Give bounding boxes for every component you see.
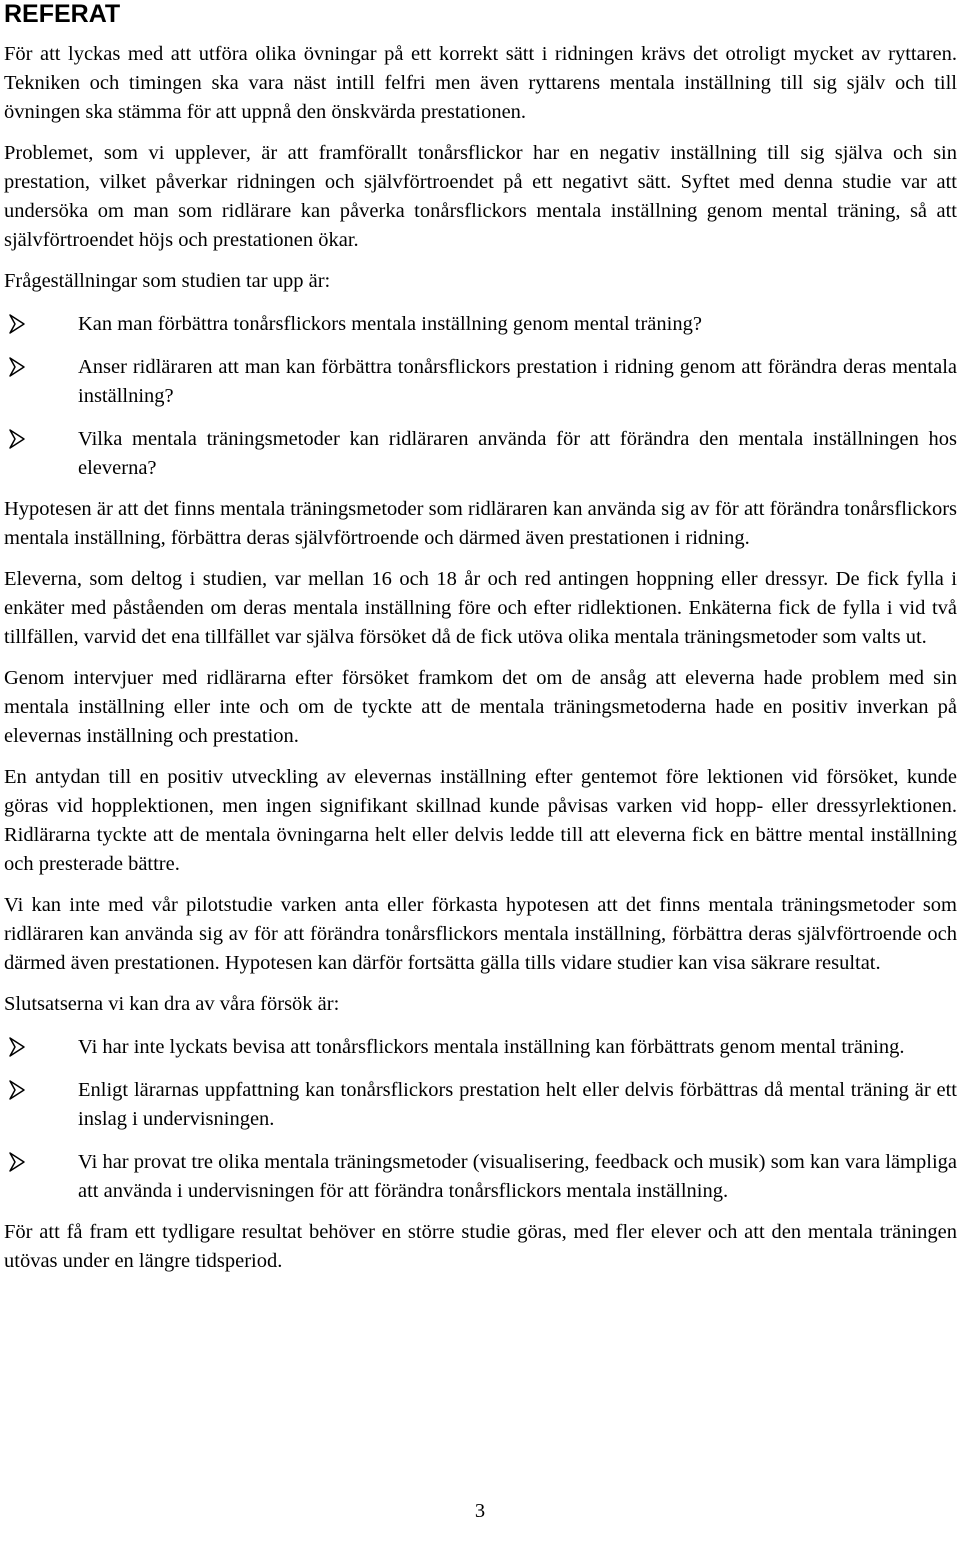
paragraph-intro: För att lyckas med att utföra olika övningar på ett korrekt sätt i ridningen krävs det otroligt mycket av ryttaren. Tekniken och timingen ska vara näst intill felfri men även ryttarens mentala inställning till sig själv och till övningen ska stämma för att uppnå den önskvärda prestationen. (4, 43, 957, 123)
arrow-bullet-icon (8, 1079, 26, 1101)
arrow-bullet-icon (8, 1036, 26, 1058)
arrow-bullet-icon (8, 356, 26, 378)
list-item (4, 1148, 957, 1206)
paragraph-problem: Problemet, som vi upplever, är att framförallt tonårsflickor har en negativ inställning till sig själva och sin prestation, vilket påverkar ridningen och självförtroendet på ett negativt sätt. Syftet med denna studie var att undersöka om man som ridlärare kan påverka tonårsflickors mentala inställning genom mental träning, så att självförtroendet höjs och prestationen ökar. (4, 142, 957, 251)
arrow-bullet-icon (8, 1151, 26, 1173)
paragraph-interviews: Genom intervjuer med ridlärarna efter försöket framkom det om de ansåg att eleverna hade problem med sin mentala inställning eller inte och om de tyckte att de mentala träningsmetoderna hade en positiv inverkan på elevernas inställning och prestation. (4, 667, 957, 747)
list-item (4, 310, 957, 339)
page-title: REFERAT (4, 0, 121, 28)
conclusions-list (4, 1033, 957, 1206)
paragraph-participants: Eleverna, som deltog i studien, var mellan 16 och 18 år och red antingen hoppning eller dressyr. De fick fylla i enkäter med påståenden om deras mentala inställning före och efter ridlektionen. Enkäterna fick de fylla i vid två tillfällen, varvid det ena tillfället var själva försöket då de fick utöva olika mentala träningsmetoder som valts ut. (4, 568, 957, 648)
list-item (4, 425, 957, 483)
paragraph-discussion: Vi kan inte med vår pilotstudie varken anta eller förkasta hypotesen att det finns mentala träningsmetoder som ridläraren kan använda sig av för att förändra tonårsflickors mentala inställning, förbättra deras självförtroende och därmed även prestationen. Hypotesen kan därför fortsätta gälla tills vidare studier kan visa säkrare resultat. (4, 894, 957, 974)
arrow-bullet-icon (8, 428, 26, 450)
list-item (4, 353, 957, 411)
question-text: Anser ridläraren att man kan förbättra tonårsflickors prestation i ridning genom att förändra deras mentala inställning? (78, 356, 957, 407)
conclusion-text: Vi har provat tre olika mentala träningsmetoder (visualisering, feedback och musik) som kan vara lämpliga att använda i undervisningen för att förändra tonårsflickors mentala inställning. (78, 1151, 957, 1202)
arrow-bullet-icon (8, 313, 26, 335)
page-number: 3 (474, 1500, 486, 1522)
paragraph-hypothesis: Hypotesen är att det finns mentala träningsmetoder som ridläraren kan använda sig av för att förändra tonårsflickors mentala inställning, förbättra deras självförtroende och därmed även prestationen i ridning. (4, 498, 957, 549)
paragraph-results: En antydan till en positiv utveckling av elevernas inställning efter gentemot före lektionen vid försöket, kunde göras vid hopplektionen, men ingen signifikant skillnad kunde påvisas varken vid hopp- eller dressyrlektionen. Ridlärarna tyckte att de mentala övningarna helt eller delvis ledde till att eleverna fick en bättre mental inställning och presterade bättre. (4, 766, 957, 875)
paragraph-questions-intro: Frågeställningar som studien tar upp är: (4, 270, 331, 292)
questions-list (4, 310, 957, 483)
document-page (4, 0, 957, 1276)
question-text: Kan man förbättra tonårsflickors mentala inställning genom mental träning? (78, 313, 702, 335)
conclusion-text: Vi har inte lyckats bevisa att tonårsflickors mentala inställning kan förbättrats genom mental träning. (78, 1036, 905, 1058)
paragraph-conclusions-intro: Slutsatserna vi kan dra av våra försök är: (4, 993, 340, 1015)
paragraph-final: För att få fram ett tydligare resultat behöver en större studie göras, med fler elever och att den mentala träningen utövas under en längre tidsperiod. (4, 1221, 957, 1272)
list-item (4, 1076, 957, 1134)
list-item (4, 1033, 957, 1062)
conclusion-text: Enligt lärarnas uppfattning kan tonårsflickors prestation helt eller delvis förbättras då mental träning är ett inslag i undervisningen. (78, 1079, 957, 1130)
question-text: Vilka mentala träningsmetoder kan ridläraren använda för att förändra den mentala inställningen hos eleverna? (78, 428, 957, 479)
